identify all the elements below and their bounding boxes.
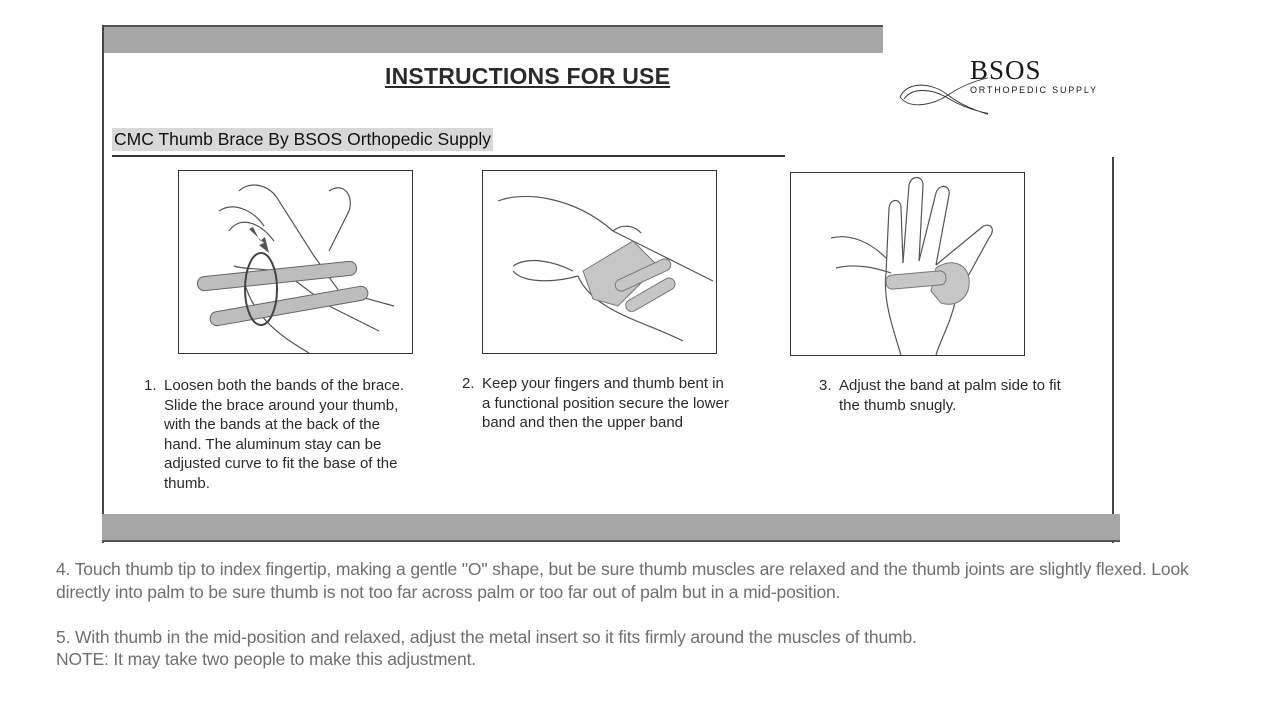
step-number: 2. bbox=[462, 375, 475, 392]
step-description: Keep your fingers and thumb bent in a functional position secure the lower band and then the upper band bbox=[482, 375, 729, 431]
instruction-paragraph-5: 5. With thumb in the mid-position and relaxed, adjust the metal insert so it fits firmly around the muscles of thumb. bbox=[56, 627, 917, 647]
hand-side-brace-icon bbox=[483, 171, 716, 353]
step-number: 1. bbox=[144, 377, 157, 394]
illustration-step-1 bbox=[178, 170, 413, 354]
sheet-left-border bbox=[102, 25, 104, 543]
logo-name: BSOS bbox=[970, 55, 1042, 85]
adjustment-note: NOTE: It may take two people to make this adjustment. bbox=[56, 649, 477, 669]
step-3-text bbox=[819, 376, 1119, 415]
sheet-title: INSTRUCTIONS FOR USE bbox=[385, 63, 671, 89]
instruction-paragraph-4: 4. Touch thumb tip to index fingertip, making a gentle "O" shape, but be sure thumb muscles are relaxed and the thumb joints are slightly flexed. Look directly into palm to be sure thumb is not too far across palm or too far out of palm but in a mid-position. bbox=[56, 559, 1189, 602]
sheet-right-border bbox=[1112, 157, 1114, 543]
step-1-text bbox=[144, 376, 464, 493]
subtitle-divider bbox=[112, 155, 785, 157]
hand-palm-brace-icon bbox=[791, 173, 1024, 355]
step-number: 3. bbox=[819, 377, 832, 394]
header-bar bbox=[102, 25, 883, 53]
step-2-text bbox=[462, 374, 792, 433]
logo-tagline: ORTHOPEDIC SUPPLY bbox=[970, 85, 1098, 95]
step-description: Loosen both the bands of the brace. Slide the brace around your thumb, with the bands at the back of the hand. The aluminum stay can be adjusted curve to fit the base of the thumb. bbox=[164, 377, 405, 492]
illustration-step-3 bbox=[790, 172, 1025, 356]
sheet-subtitle: CMC Thumb Brace By BSOS Orthopedic Supply bbox=[114, 129, 492, 149]
bsos-logo bbox=[898, 55, 1113, 130]
step-description: Adjust the band at palm side to fit the thumb snugly. bbox=[839, 377, 1061, 414]
hand-back-brace-icon bbox=[179, 171, 412, 353]
footer-bar bbox=[102, 514, 1120, 542]
illustration-step-2 bbox=[482, 170, 717, 354]
